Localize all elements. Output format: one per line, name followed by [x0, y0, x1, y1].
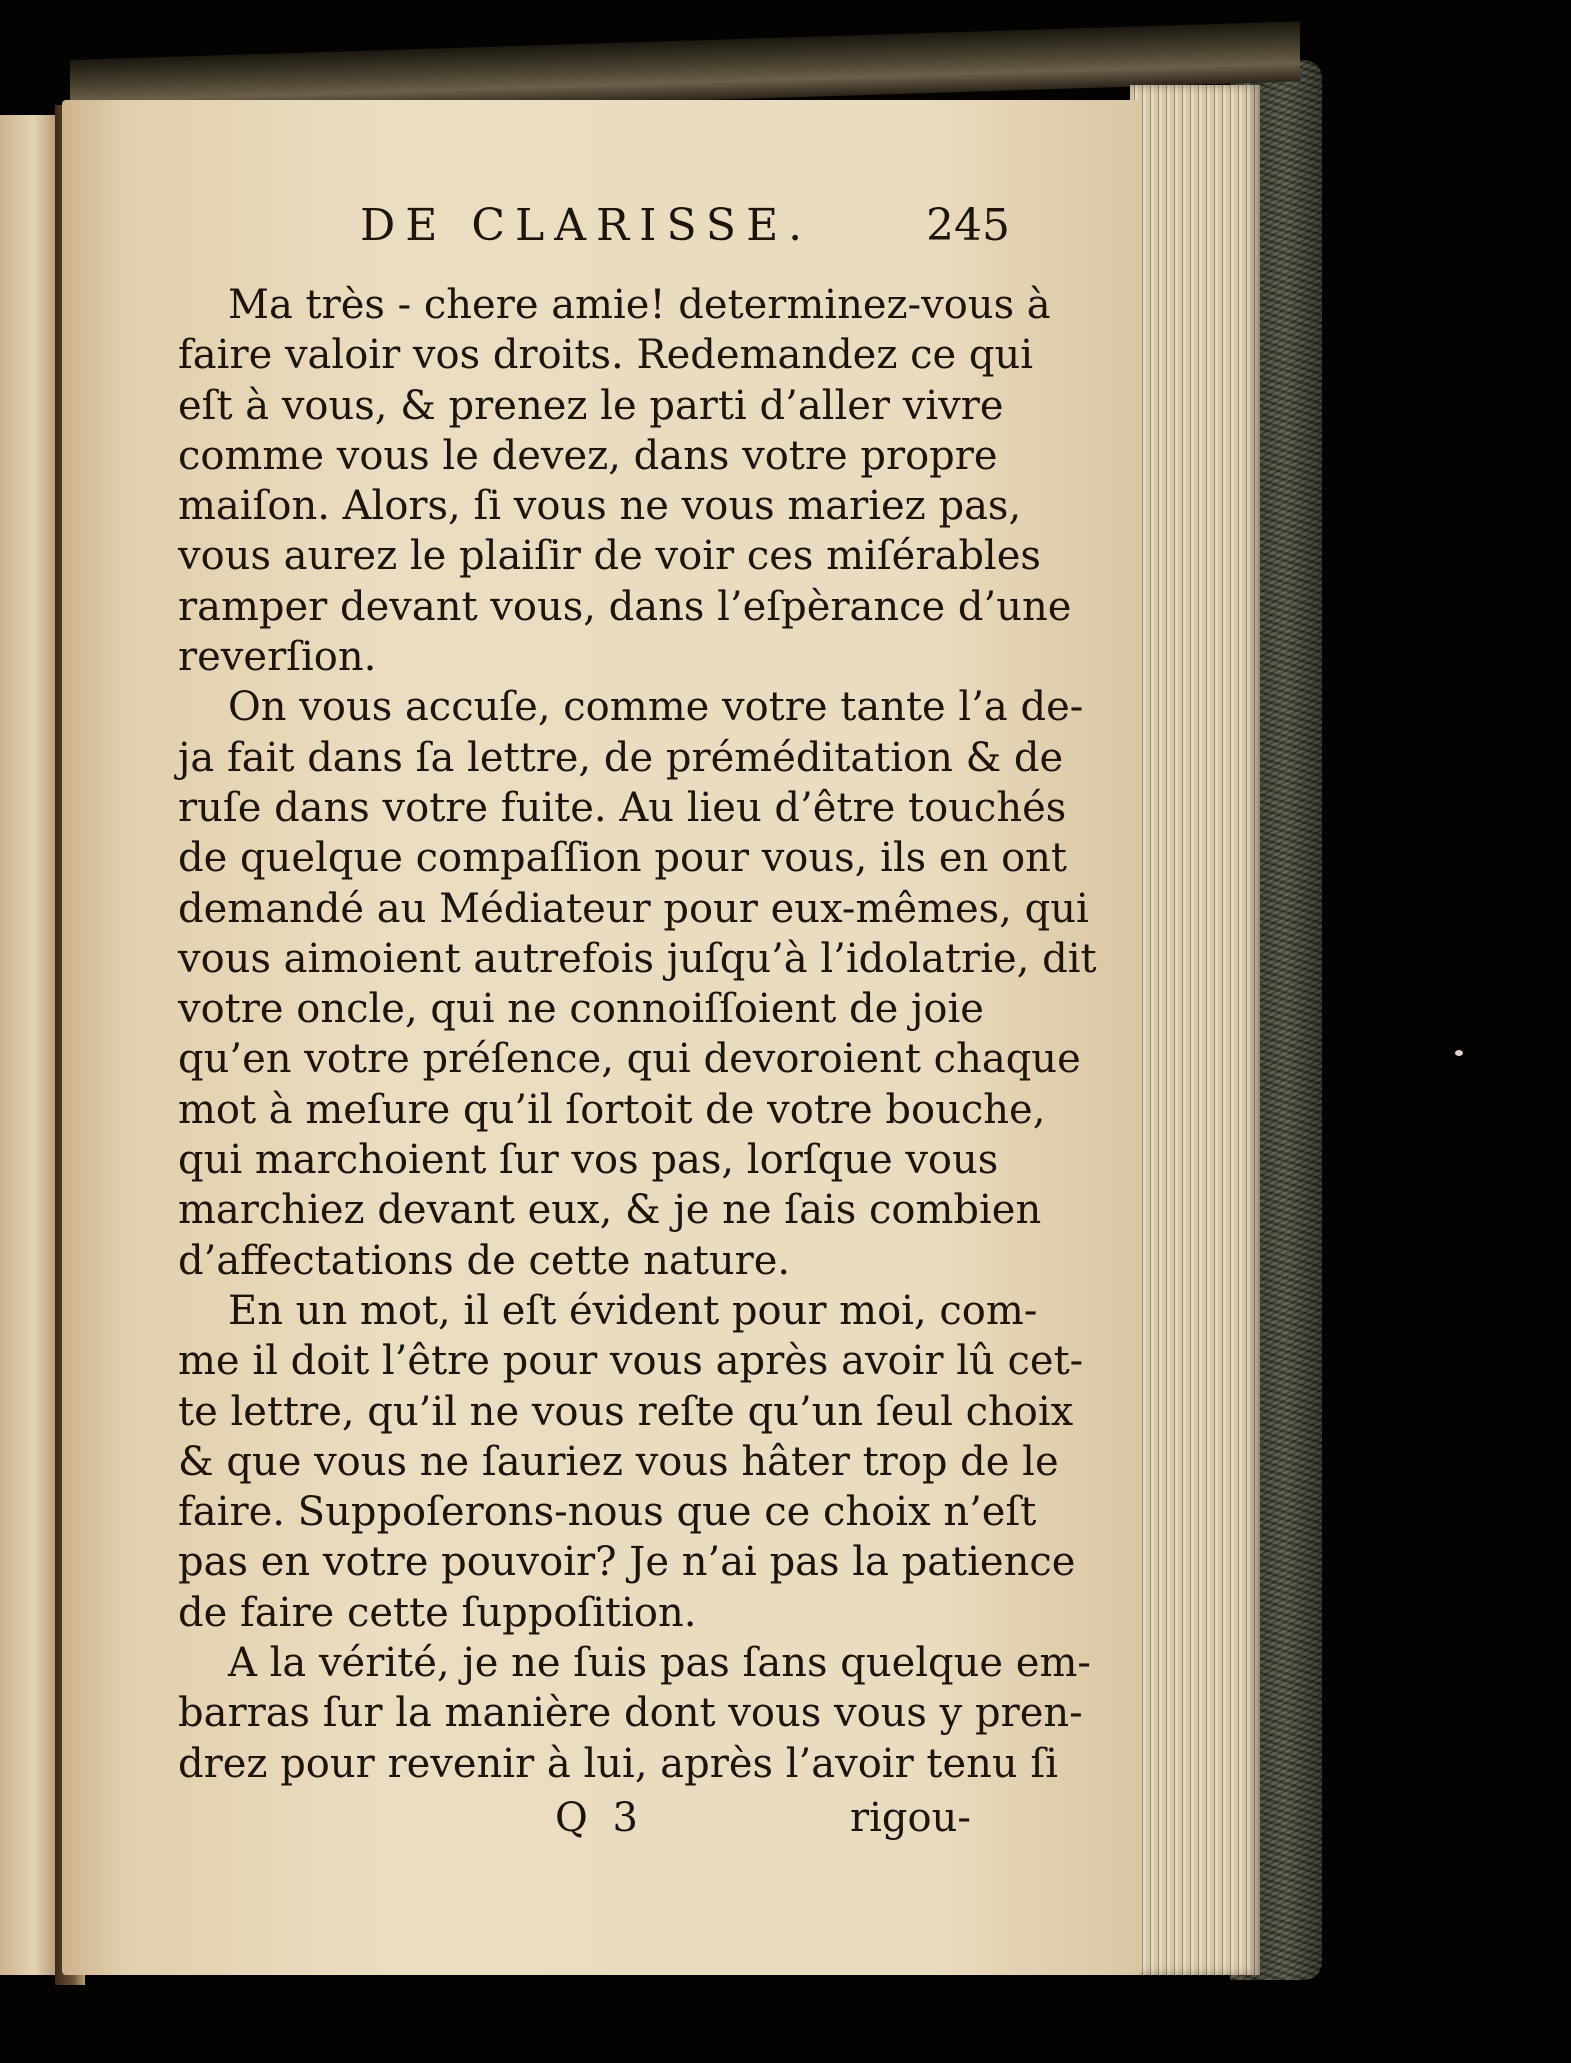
text-line: vous aimoient autrefois juſqu’à l’idolatrie, dit	[178, 935, 1097, 982]
text-line: de faire cette ſuppoſition.	[178, 1589, 697, 1636]
text-line: drez pour revenir à lui, après l’avoir tenu ſi	[178, 1740, 1058, 1787]
text-line: reverſion.	[178, 634, 377, 681]
dust-speck	[1455, 1050, 1463, 1056]
text-line: me il doit l’être pour vous après avoir lû cet-	[178, 1338, 1084, 1385]
text-line: faire. Suppoſerons-nous que ce choix n’eſt	[178, 1489, 1037, 1536]
text-line: comme vous le devez, dans votre propre	[178, 432, 998, 479]
text-line: faire valoir vos droits. Redemandez ce qui	[178, 332, 1034, 379]
text-line: votre oncle, qui ne connoiſſoient de joie	[178, 986, 984, 1033]
page-fore-edge	[1130, 85, 1260, 1975]
text-line: mot à meſure qu’il ſortoit de votre bouche,	[178, 1086, 1046, 1133]
text-line: ruſe dans votre fuite. Au lieu d’être touchés	[178, 784, 1067, 831]
signature-mark: Q 3	[555, 1795, 644, 1841]
text-line: vous aurez le plaiſir de voir ces miſérables	[178, 533, 1041, 580]
text-line: & que vous ne ſauriez vous hâter trop de le	[178, 1438, 1059, 1485]
text-line: On vous accuſe, comme votre tante l’a de-	[228, 684, 1084, 731]
text-line: eſt à vous, & prenez le parti d’aller vivre	[178, 382, 1004, 429]
text-line: d’affectations de cette nature.	[178, 1237, 791, 1284]
page-text	[178, 280, 1097, 1787]
text-line: demandé au Médiateur pour eux-mêmes, qui	[178, 885, 1089, 932]
text-line: pas en votre pouvoir? Je n’ai pas la patience	[178, 1539, 1076, 1586]
text-line: A la vérité, je ne ſuis pas ſans quelque em-	[228, 1640, 1091, 1687]
text-line: barras ſur la manière dont vous vous y pren-	[178, 1690, 1083, 1737]
text-line: Ma très - chere amie! determinez-vous à	[228, 282, 1051, 328]
text-line: de quelque compaſſion pour vous, ils en ont	[178, 835, 1067, 882]
page-number: 245	[926, 200, 1010, 251]
text-line: ramper devant vous, dans l’eſpèrance d’une	[178, 583, 1072, 630]
text-line: qu’en votre préſence, qui devoroient chaque	[178, 1036, 1081, 1083]
text-line: En un mot, il eſt évident pour moi, com-	[228, 1287, 1038, 1334]
text-line: ja fait dans ſa lettre, de préméditation & de	[178, 734, 1064, 781]
running-head: DE CLARISSE.	[360, 200, 813, 251]
text-line: qui marchoient ſur vos pas, lorſque vous	[178, 1137, 999, 1184]
text-line: marchiez devant eux, & je ne ſais combien	[178, 1187, 1042, 1234]
text-line: te lettre, qu’il ne vous reſte qu’un ſeul choix	[178, 1388, 1074, 1435]
catchword: rigou-	[850, 1795, 971, 1841]
text-line: maiſon. Alors, ſi vous ne vous mariez pas,	[178, 483, 1022, 530]
facing-page-edge	[0, 115, 62, 1975]
